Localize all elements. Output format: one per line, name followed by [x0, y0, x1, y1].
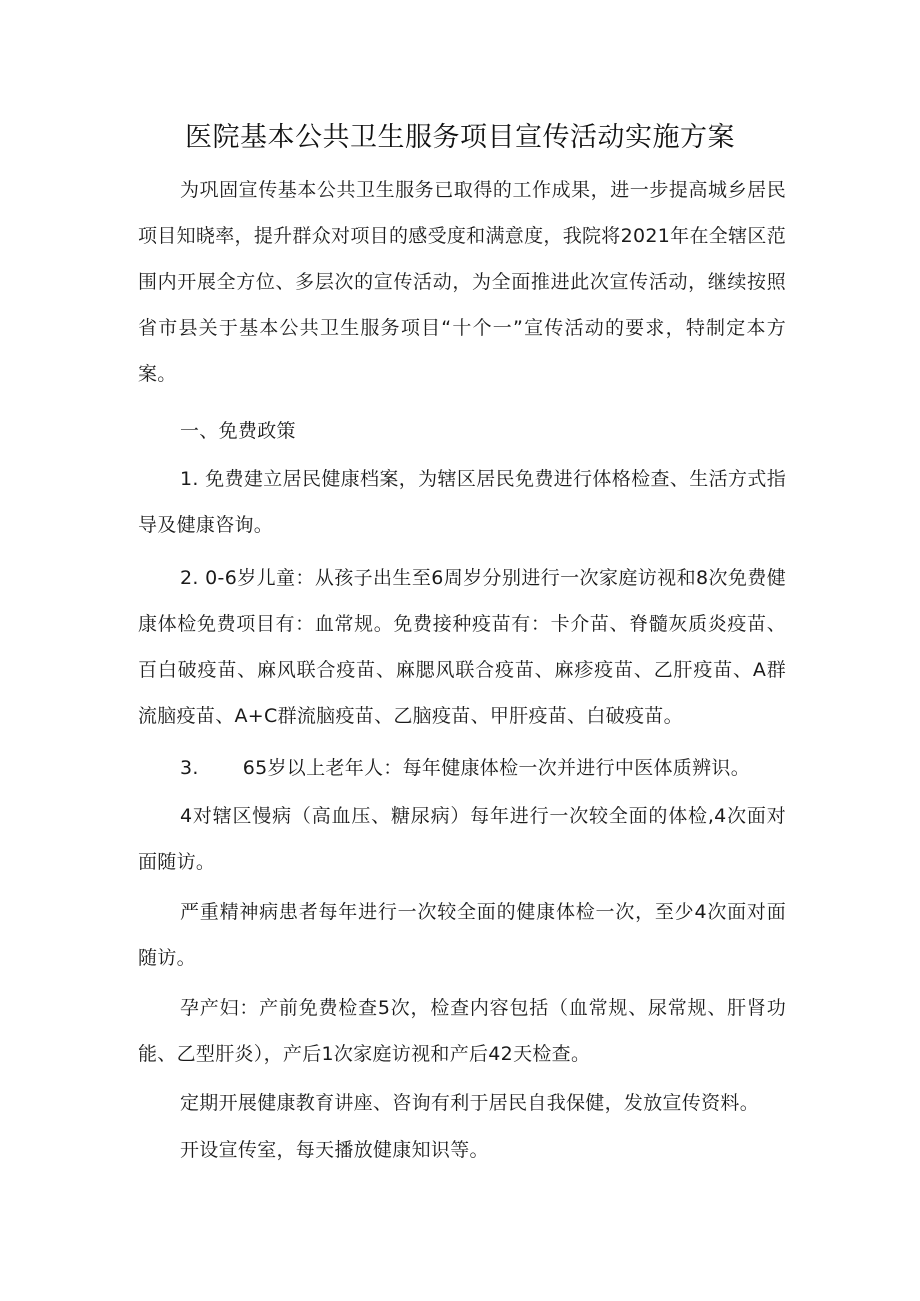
policy-item-maternal: 孕产妇：产前免费检查5次，检查内容包括（血常规、尿常规、肝肾功能、乙型肝炎），产后1次家庭访视和产后42天检查。	[138, 997, 786, 1065]
document-title: 医院基本公共卫生服务项目宣传活动实施方案	[185, 122, 735, 153]
intro-paragraph: 为巩固宣传基本公共卫生服务已取得的工作成果，进一步提高城乡居民项目知晓率，提升群众对项目的感受度和满意度，我院将2021年在全辖区范围内开展全方位、多层次的宣传活动，为全面推进此次宣传活动，继续按照省市县关于基本公共卫生服务项目“十个一”宣传活动的要求，特制定本方案。	[138, 179, 786, 385]
policy-item-health-education: 定期开展健康教育讲座、咨询有利于居民自我保健，发放宣传资料。	[180, 1092, 760, 1114]
policy-item-children: 2. 0-6岁儿童：从孩子出生至6周岁分别进行一次家庭访视和8次免费健康体检免费项目有：血常规。免费接种疫苗有：卡介苗、脊髓灰质炎疫苗、百白破疫苗、麻风联合疫苗、麻腮风联合疫苗、麻疹疫苗、乙肝疫苗、A群流脑疫苗、A+C群流脑疫苗、乙脑疫苗、甲肝疫苗、白破疫苗。	[138, 567, 786, 727]
policy-item-chronic-disease: 4对辖区慢病（高血压、糖尿病）每年进行一次较全面的体检,4次面对面随访。	[138, 805, 786, 873]
policy-item-mental-illness: 严重精神病患者每年进行一次较全面的健康体检一次，至少4次面对面随访。	[138, 901, 786, 969]
policy-item-health-records: 1. 免费建立居民健康档案，为辖区居民免费进行体格检查、生活方式指导及健康咨询。	[138, 468, 786, 536]
policy-item-elderly	[138, 745, 786, 791]
policy-item-elderly-text: 65岁以上老年人：每年健康体检一次并进行中医体质辨识。	[242, 757, 751, 779]
policy-item-publicity-room: 开设宣传室，每天播放健康知识等。	[180, 1139, 489, 1161]
section-heading-free-policy: 一、免费政策	[180, 420, 296, 442]
policy-item-elderly-number: 3.	[180, 757, 199, 779]
